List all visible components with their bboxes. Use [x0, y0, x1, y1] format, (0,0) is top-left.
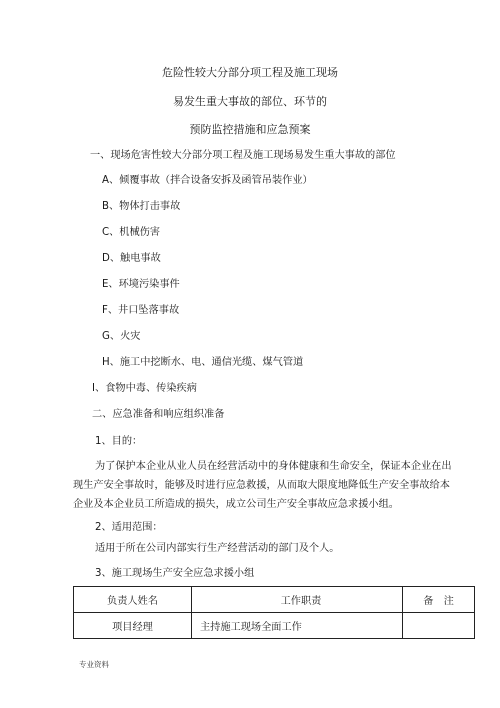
- table-header-row: [74, 587, 475, 613]
- emergency-team-table: [73, 586, 475, 639]
- hazard-item-e: E、环境污染事件: [102, 279, 180, 290]
- hazard-item-g: G、火灾: [102, 331, 141, 342]
- table-cell-name: 项目经理: [74, 613, 192, 639]
- table-header-duties: 工作职责: [192, 587, 403, 613]
- hazard-item-c: C、机械伤害: [102, 227, 161, 238]
- purpose-paragraph-line-3: 企业及本企业员工所造成的损失，成立公司生产安全事故应急求援小组。: [73, 499, 399, 510]
- purpose-paragraph-line-1: 为了保护本企业从业人员在经营活动中的身体健康和生命安全，保证本企业在出: [95, 461, 452, 472]
- table-header-name: 负责人姓名: [74, 587, 192, 613]
- document-title-line-2: 易发生重大事故的部位、环节的: [173, 95, 327, 108]
- table-cell-duties: 主持施工现场全面工作: [192, 613, 403, 639]
- hazard-item-a: A、倾覆事故（拌合设备安拆及函管吊装作业）: [102, 175, 313, 186]
- table-header-remarks: 备 注: [403, 587, 475, 613]
- team-heading: 3、施工现场生产安全应急求援小组: [95, 568, 255, 579]
- hazard-item-h: H、施工中挖断水、电、通信光缆、煤气管道: [102, 357, 304, 368]
- document-title-line-3: 预防监控措施和应急预案: [189, 123, 311, 136]
- hazard-item-b: B、物体打击事故: [102, 201, 181, 212]
- section-1-heading: 一、现场危害性较大分部分项工程及施工现场易发生重大事故的部位: [90, 150, 396, 161]
- hazard-item-f: F、井口坠落事故: [102, 305, 180, 316]
- section-2-heading: 二、应急准备和响应组织准备: [92, 409, 225, 420]
- page-footer-label: 专业资料: [79, 660, 109, 669]
- table-cell-remarks: [403, 613, 475, 639]
- document-title-line-1: 危险性较大分部分项工程及施工现场: [162, 66, 338, 79]
- scope-text: 适用于所在公司内部实行生产经营活动的部门及个人。: [95, 543, 340, 554]
- purpose-paragraph-line-2: 现生产安全事故时，能够及时进行应急救援，从而取大限度地降低生产安全事故给本: [73, 480, 450, 491]
- hazard-item-i: I、食物中毒、传染疾病: [92, 383, 197, 394]
- purpose-heading: 1、目的：: [95, 436, 143, 447]
- table-row: [74, 613, 475, 639]
- scope-heading: 2、适用范围：: [95, 522, 163, 533]
- hazard-item-d: D、触电事故: [102, 253, 161, 264]
